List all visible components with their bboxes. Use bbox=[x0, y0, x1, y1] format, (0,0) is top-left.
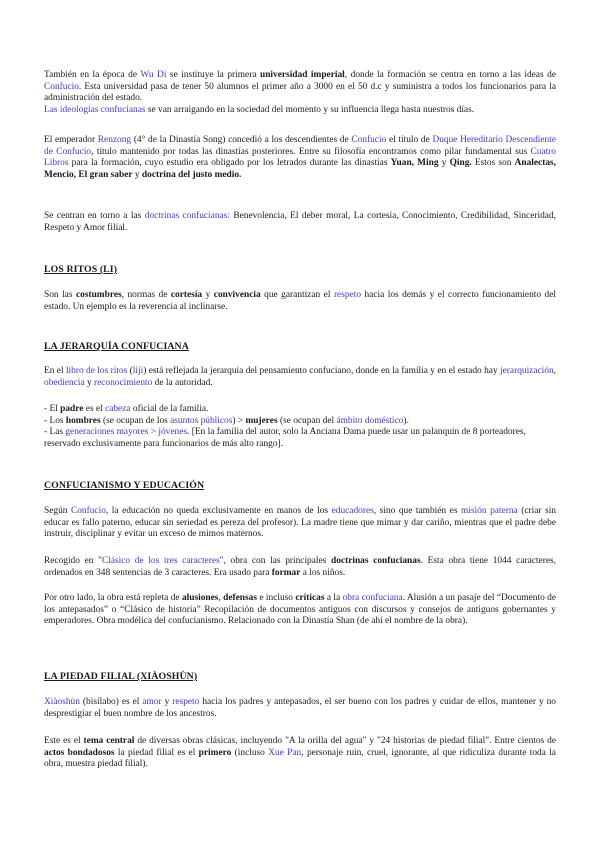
highlight-asuntos: asuntos públicos bbox=[170, 415, 233, 426]
text: e incluso bbox=[257, 593, 296, 603]
text: oficial de la familia. bbox=[130, 404, 209, 414]
bold-yuan-ming: Yuan, Ming bbox=[390, 158, 439, 169]
bold-universidad-imperial: universidad imperial bbox=[260, 70, 345, 80]
text: , bbox=[218, 593, 224, 603]
bold-defensas: defensas bbox=[223, 593, 257, 603]
paragraph-jerarquia bbox=[44, 366, 556, 389]
text: ). bbox=[403, 415, 409, 426]
bold-primero: primero bbox=[198, 747, 232, 758]
highlight-cabeza: cabeza bbox=[105, 404, 131, 414]
text: Este es el bbox=[44, 736, 84, 746]
text: de diversas obras clásicas, incluyendo "A la orilla del agua" y "24 historias de piedad filial". Entre cientos de bbox=[134, 736, 556, 746]
highlight-ideologias: Las ideologías confucianas bbox=[44, 104, 146, 115]
text: , bbox=[553, 366, 556, 376]
list-item bbox=[44, 416, 556, 428]
highlight-ambito: ámbito doméstico bbox=[336, 415, 404, 426]
text: - Las bbox=[44, 427, 66, 438]
paragraph-tema-central bbox=[44, 736, 556, 771]
text: se van arraigando en la sociedad del momento y su influencia llega hasta nuestros días. bbox=[145, 104, 475, 115]
paragraph-ritos bbox=[44, 290, 556, 313]
highlight-wu-di: Wu Di bbox=[140, 70, 167, 80]
text: (criar sin educar es fallo paterno, educar sin seriedad es pereza del profesor). La madre tiene que mimar y dar cariño, mientras que el padre debe instruir, disciplinar y evitar un exceso de mimos maternos. bbox=[44, 506, 556, 540]
highlight-confucio: Confucio bbox=[351, 135, 387, 145]
highlight-confucio: Confucio bbox=[44, 81, 79, 92]
paragraph-wu-di bbox=[44, 70, 556, 116]
highlight-xue-pan: Xue Pan bbox=[268, 747, 302, 758]
bold-costumbres: costumbres bbox=[75, 290, 122, 300]
highlight-confucio: Confucio bbox=[70, 506, 106, 516]
bold-padre: padre bbox=[60, 404, 84, 414]
paragraph-renzong bbox=[44, 135, 556, 181]
bold-cortesia: cortesía bbox=[170, 290, 203, 300]
text: , donde la formación se centra en torno a las ideas de bbox=[344, 70, 556, 80]
bold-criticas: críticas bbox=[295, 593, 325, 603]
text: y bbox=[84, 377, 94, 388]
paragraph-alusiones bbox=[44, 593, 556, 628]
list-item bbox=[44, 427, 556, 450]
bold-formar: formar bbox=[271, 567, 301, 578]
heading-confucianismo: CONFUCIANISMO Y EDUCACIÓN bbox=[44, 480, 205, 491]
highlight-clasico: Clásico de los tres caracteres bbox=[101, 556, 220, 566]
heading-jerarquia: LA JERARQUÍA CONFUCIANA bbox=[44, 341, 189, 352]
bold-qing: Qing. bbox=[449, 158, 472, 169]
text: y bbox=[132, 169, 142, 180]
paragraph-educacion bbox=[44, 506, 556, 541]
bold-actos-bondadosos: actos bondadosos bbox=[44, 747, 115, 758]
text: ( bbox=[127, 366, 133, 376]
bold-convivencia: convivencia bbox=[213, 290, 261, 300]
highlight-liji: liji bbox=[132, 366, 144, 376]
text: , normas de bbox=[121, 290, 171, 300]
text: a los niños. bbox=[300, 567, 346, 578]
text: , personaje ruin, cruel, ignorante, al que ridiculiza durante toda la obra, muestra piedad filial). bbox=[44, 747, 556, 770]
text: . Esta obra tiene 1044 caracteres, ordenados en 348 sentencias de 3 caracteres. Era usado para bbox=[44, 556, 556, 578]
text: ) está reflejada la jerarquía del pensamiento confuciano, donde en la familia y en el estado hay bbox=[143, 366, 501, 376]
text: el título de bbox=[386, 135, 433, 145]
text: . Alusión a un pasaje del “Documento de los antepasados” o “Clásico de historia” Recopilación de documentos antiguos con discursos y consejos de antiguos gobernantes y emperadores. Obra modélica del confucianismo. Relacionado con la Dinastía Shan (de ahí el nombre de la obra). bbox=[44, 593, 556, 627]
paragraph-clasico bbox=[44, 556, 556, 579]
text: Según bbox=[44, 506, 71, 516]
text: Benevolencia, El deber moral, La cortesía, Conocimiento, Credibilidad, Sinceridad, Respeto y Amor filial. bbox=[44, 211, 556, 233]
text: . [En la familia del autor, solo la Anciana Dama puede usar un palanquín de 8 porteadores, reservado exclusivamente para funcionarios de más alto rango]. bbox=[44, 427, 526, 449]
text: a la bbox=[324, 593, 343, 603]
text: Estos son bbox=[471, 158, 515, 169]
list-item bbox=[44, 404, 556, 416]
hierarchy-list bbox=[44, 404, 556, 450]
bold-alusiones: alusiones bbox=[181, 593, 219, 603]
highlight-obediencia: obediencia bbox=[44, 377, 85, 388]
text: Son las bbox=[44, 290, 76, 300]
text: se instituye la primera bbox=[166, 70, 260, 80]
text: También en la época de bbox=[44, 70, 141, 80]
text: ", obra con las principales bbox=[219, 556, 332, 566]
paragraph-xiaoshun bbox=[44, 697, 556, 720]
text: (4° de la Dinastía Song) concedió a los descendientes de bbox=[131, 135, 352, 145]
bold-hombres: hombres bbox=[65, 415, 101, 426]
text: y bbox=[438, 158, 450, 169]
bold-doctrinas: doctrinas confucianas bbox=[331, 556, 421, 566]
text: es el bbox=[83, 404, 106, 414]
text: , título mantenido por todas las dinastías posteriores. Entre su filosofía encontramos como pilar fundamental sus bbox=[91, 146, 531, 157]
text: Por otro lado, la obra está repleta de bbox=[44, 593, 182, 603]
paragraph-doctrinas bbox=[44, 211, 556, 234]
highlight-educadores: educadores bbox=[331, 506, 374, 516]
highlight-respeto: respeto bbox=[172, 697, 200, 707]
highlight-respeto: respeto bbox=[333, 290, 362, 300]
text: (se ocupan del bbox=[277, 415, 337, 426]
bold-doctrina: doctrina del justo medio. bbox=[141, 169, 242, 180]
highlight-generaciones: generaciones mayores > jóvenes bbox=[65, 427, 188, 438]
text: y bbox=[161, 697, 173, 707]
highlight-reconocimiento: reconocimiento bbox=[93, 377, 153, 388]
text: hacia los padres y antepasados, el ser bueno con los padres y cuidar de ellos, mantener y no desprestigiar el buen nombre de los ancestros. bbox=[44, 697, 556, 719]
text: En el bbox=[44, 366, 66, 376]
highlight-obra-confuciana: obra confuciana bbox=[342, 593, 403, 603]
bold-tema-central: tema central bbox=[83, 736, 135, 746]
text: Recogido en " bbox=[44, 556, 102, 566]
text: , sino que también es bbox=[373, 506, 462, 516]
heading-piedad-filial: LA PIEDAD FILIAL (XIÀOSHÙN) bbox=[44, 671, 198, 682]
highlight-xiaoshun: Xiàoshùn bbox=[44, 697, 80, 707]
text: ) > bbox=[232, 415, 246, 426]
highlight-mision-paterna: misión paterna bbox=[461, 506, 518, 516]
bold-analectas: Analectas, Mencio, El gran saber bbox=[44, 158, 556, 180]
text: de la autoridad. bbox=[152, 377, 213, 388]
highlight-cuatro-libros: Cuatro Libros bbox=[44, 146, 556, 169]
text: (se ocupan de los bbox=[100, 415, 171, 426]
highlight-doctrinas: doctrinas confucianas: bbox=[144, 211, 230, 221]
heading-los-ritos: LOS RITOS (LI) bbox=[44, 264, 118, 275]
text: para la formación, cuyo estudio era obligado por los letrados durante las dinastías bbox=[68, 158, 391, 169]
text: que garantizan el bbox=[260, 290, 334, 300]
text: , la educación no queda exclusivamente en manos de los bbox=[105, 506, 332, 516]
bold-mujeres: mujeres bbox=[245, 415, 278, 426]
text: y bbox=[202, 290, 214, 300]
text: hacia los demás y el correcto funcionamiento del estado. Un ejemplo es la reverencia al inclinarse. bbox=[44, 290, 556, 312]
text: . Esta universidad pasa de tener 50 alumnos el primer año a 3000 en el 50 d.c y suministra a todos los funcionarios para la administración del estado. bbox=[44, 81, 556, 104]
highlight-duque: Duque Hereditario Descendiente de Confucio bbox=[44, 135, 556, 157]
text: - Los bbox=[44, 415, 66, 426]
text: Se centran en torno a las bbox=[44, 211, 145, 221]
text: (bisílabo) es el bbox=[79, 697, 143, 707]
highlight-renzong: Renzong bbox=[97, 135, 132, 145]
text: - El bbox=[44, 404, 61, 414]
text: la piedad filial es el bbox=[114, 747, 199, 758]
highlight-jerarquizacion: jerarquización bbox=[500, 366, 554, 376]
text: El emperador bbox=[44, 135, 98, 145]
highlight-amor: amor bbox=[142, 697, 162, 707]
highlight-libro-ritos: libro de los ritos bbox=[65, 366, 128, 376]
text: (incluso bbox=[231, 747, 269, 758]
